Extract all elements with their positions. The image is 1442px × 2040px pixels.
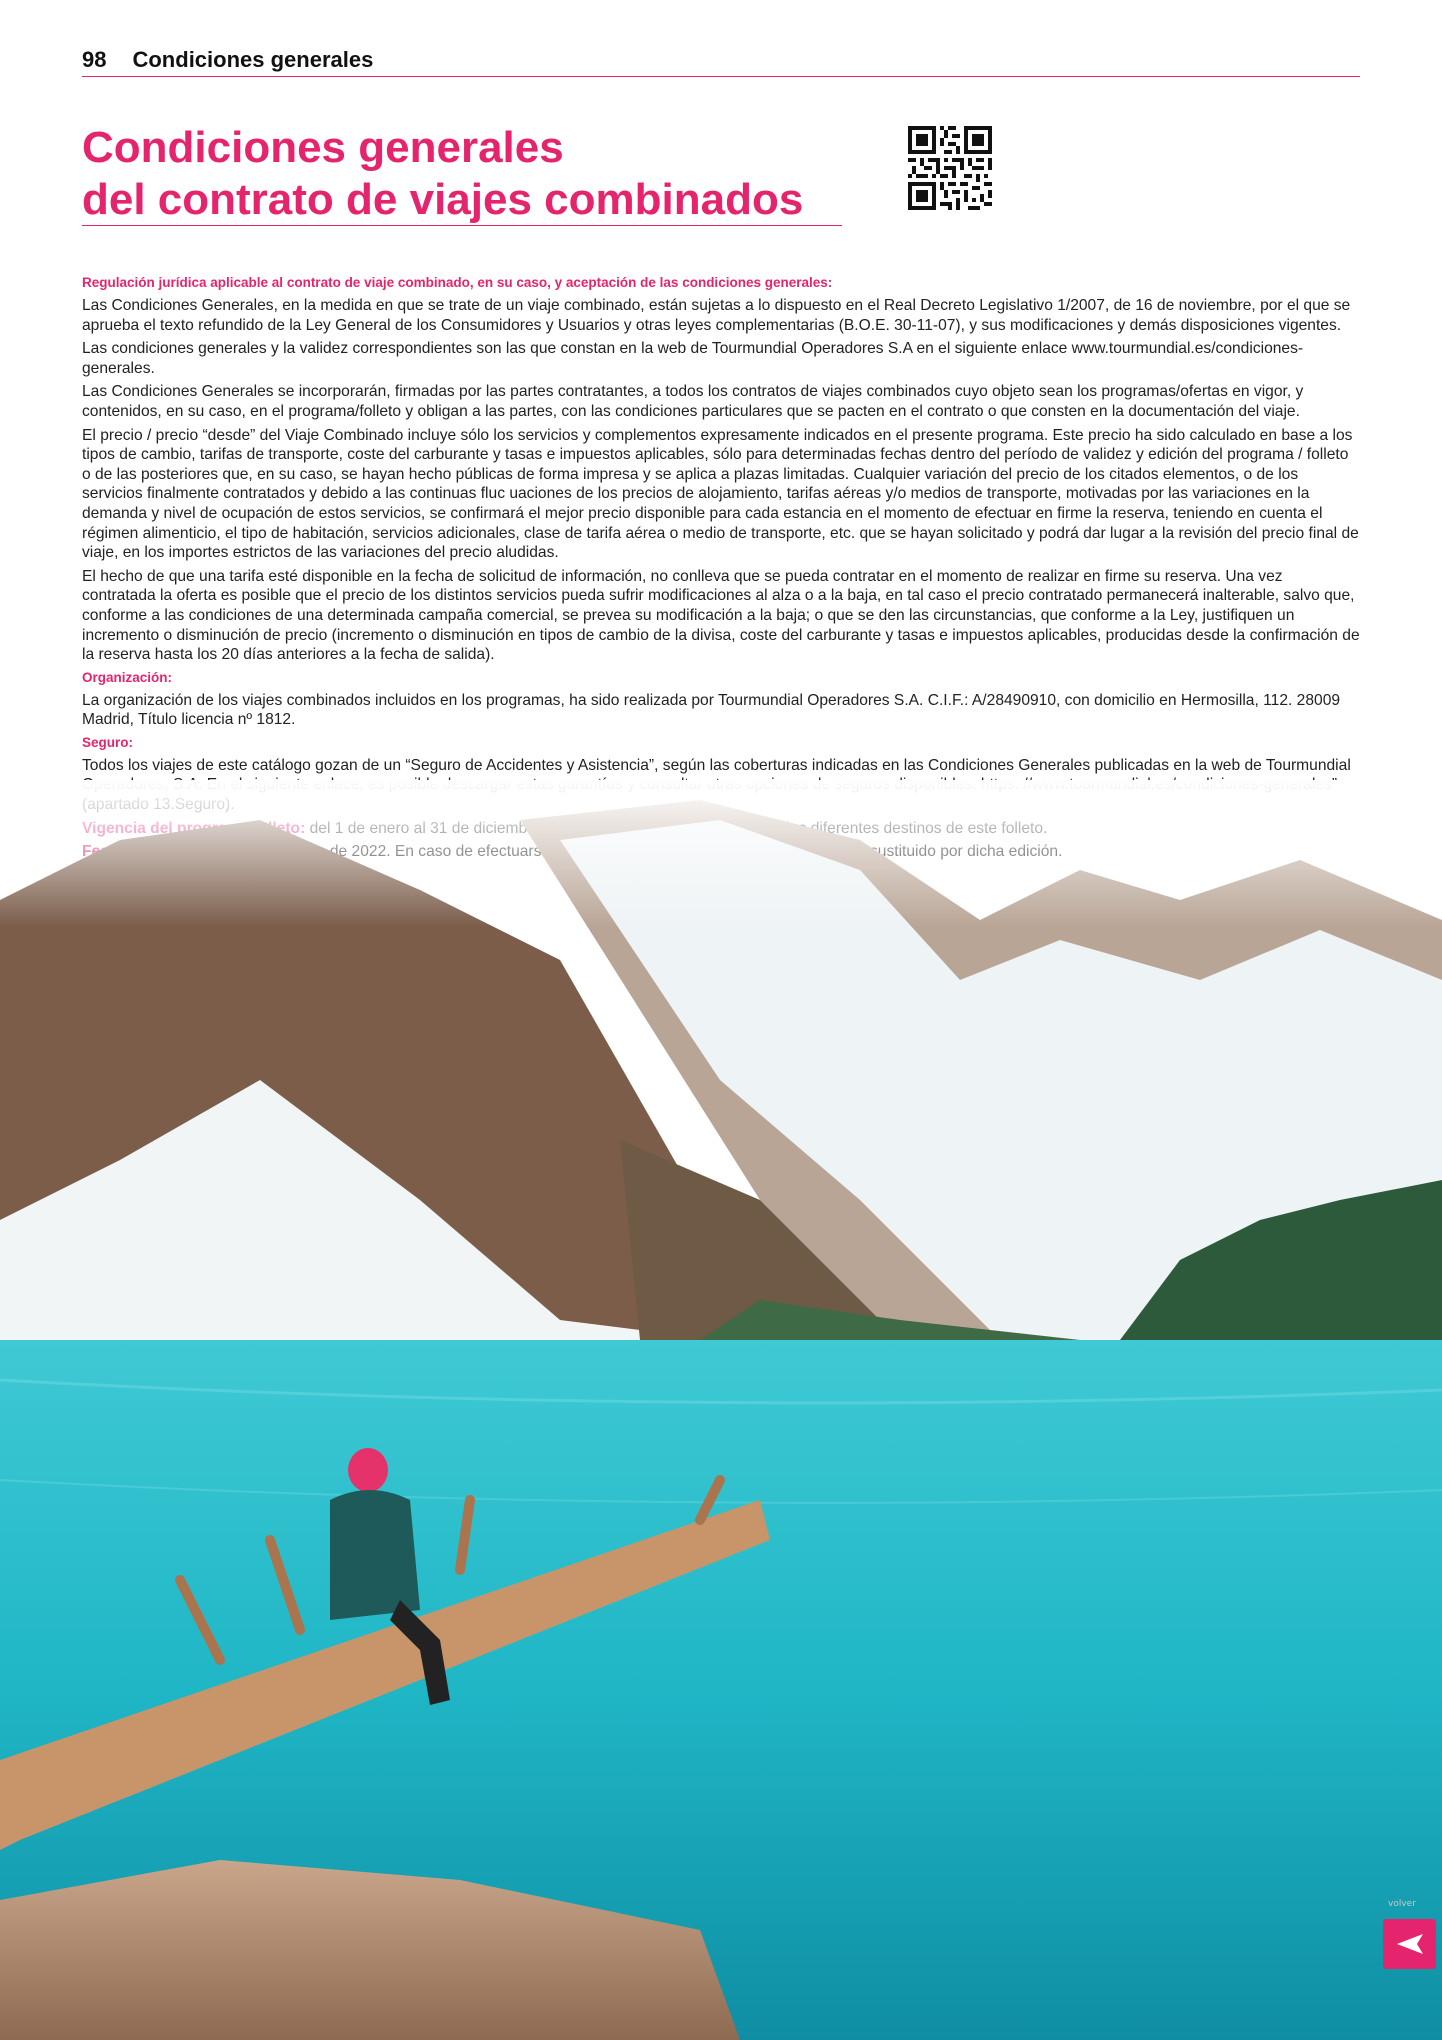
regulacion-heading: Regulación jurídica aplicable al contrato de viaje combinado, en su caso, y aceptación de las condiciones generales: — [82, 275, 833, 290]
mountain-lake-photo — [0, 780, 1442, 2040]
page-title — [82, 122, 803, 226]
qr-code-icon[interactable] — [908, 126, 992, 210]
regulacion-paragraph-2: Las condiciones generales y la validez correspondientes son las que constan en la web de Tourmundial Operadores S.A en el siguiente enlace www.tourmundial.es/condiciones-generales. — [82, 340, 1304, 377]
regulacion-paragraph-3: Las Condiciones Generales se incorporarán, firmadas por las partes contratantes, a todos los contratos de viajes combinados cuyo objeto sean los programas/ofertas en vigor, y contenidos, en su caso, en el programa/folleto y obligan a las partes, con las condiciones particulares que se pacten en el contrato o que consten en la documentación del viaje. — [82, 383, 1304, 420]
organizacion-paragraph: La organización de los viajes combinados incluidos en los programas, ha sido realizada por Tourmundial Operadores S.A. C.I.F.: A/28490910, con domicilio en Hermosilla, 112. 28009 Madrid, Título licencia nº 1812. — [82, 691, 1341, 729]
organizacion-heading: Organización: — [82, 669, 173, 685]
title-underline — [82, 225, 842, 226]
regulacion-paragraph-1: Las Condiciones Generales, en la medida en que se trate de un viaje combinado, están sujetas a lo dispuesto en el Real Decreto Legislativo 1/2007, de 16 de noviembre, por el que se aprueba el texto refundido de la Ley General de los Consumidores y Usuarios y otras leyes complementarias (B.O.E. 30-11-07), y sus modificaciones y demás disposiciones vigentes. — [82, 297, 1351, 334]
section-name: Condiciones generales — [132, 47, 374, 72]
page-header — [82, 44, 1360, 77]
conditions-content — [82, 274, 1360, 866]
regulacion-paragraph-5: El hecho de que una tarifa esté disponible en la fecha de solicitud de información, no conlleva que se pueda contratar en el momento de realizar en firme su reserva. Una vez contratada la oferta es posible que el precio de los distintos servicios pueda sufrir modificaciones al alza o a la baja, en tal caso el precio contratado permanecerá inalterable, salvo que, conforme a las condiciones de una determinada campaña comercial, se prevea su modificación a la baja; o que se den las circunstancias, que conforme a la Ley, justifiquen un incremento o disminución de precio (incremento o disminución en tipos de cambio de la divisa, coste del carburante y tasas e impuestos aplicables, producidas desde la confirmación de la reserva hasta los 20 días anteriores a la fecha de salida). — [82, 567, 1360, 664]
page-number: 98 — [82, 47, 107, 72]
seguro-heading: Seguro: — [82, 734, 134, 750]
seguro-paragraph: Todos los viajes de este catálogo gozan de un “Seguro de Accidentes y Asistencia”, según las coberturas indicadas en las Condiciones Generales publicadas en la web de Tourmundial — [82, 756, 1351, 774]
title-line-1: Condiciones generales — [82, 123, 564, 172]
title-line-2: del contrato de viajes combinados — [82, 175, 804, 224]
arrow-left-icon — [1395, 1933, 1425, 1955]
regulacion-paragraph-4: El precio / precio “desde” del Viaje Combinado incluye sólo los servicios y complementos expresamente indicados en el presente programa. Este precio ha sido calculado en base a los tipos de cambio, tarifas de transporte, coste del carburante y tasas e impuestos aplicables, sólo para determinadas fechas dentro del período de validez y edición del programa / folleto o de las posteriores que, en su caso, se hayan hecho públicas de forma impresa y se aplica a plazas limitadas. Cualquier variación del precio de los citados elementos, o de los servicios finalmente contratados y debido a las continuas fluc uaciones de los precios de alojamiento, tarifas aéreas y/o medios de transporte, motivadas por las variaciones en la demanda y nivel de ocupación de estos servicios, se confirmará el mejor precio disponible para cada estancia en el momento de efectuar en firme la reserva, teniendo en cuenta el régimen alimenticio, el tipo de habitación, servicios adicionales, clase de tarifa aérea o medio de transporte, etc. que se hayan solicitado y podrá dar lugar a la revisión del precio final de viaje, en los importes estrictos de las variaciones del precio aludidas. — [82, 426, 1359, 562]
back-button[interactable] — [1383, 1919, 1436, 1969]
back-hint: volver — [1388, 1899, 1416, 1909]
